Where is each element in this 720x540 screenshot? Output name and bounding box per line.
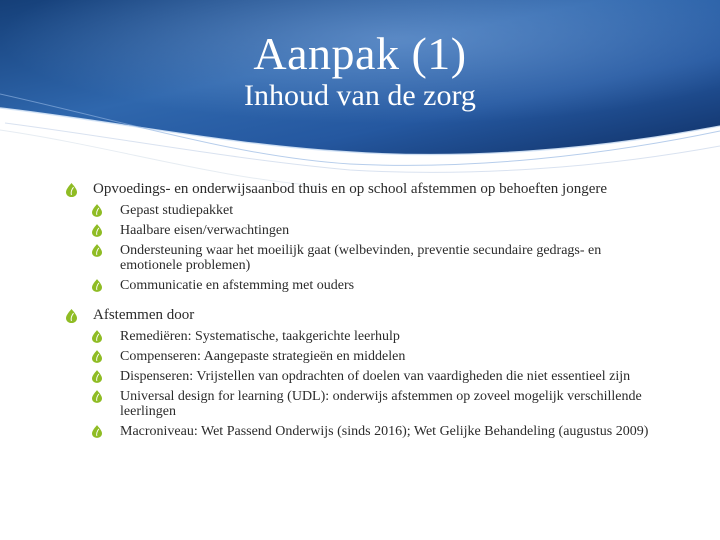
list-item-text: Universal design for learning (UDL): onderwijs afstemmen op zoveel mogelijk verschillende leerlingen bbox=[120, 389, 642, 419]
slide-subtitle: Inhoud van de zorg bbox=[244, 79, 476, 112]
slide-header-band bbox=[0, 0, 720, 190]
list-item bbox=[62, 223, 652, 238]
section-heading-text: Opvoedings- en onderwijsaanbod thuis en op school afstemmen op behoeften jongere bbox=[93, 181, 608, 197]
list-item bbox=[62, 424, 652, 439]
list-item bbox=[62, 389, 652, 419]
list-item bbox=[62, 243, 652, 273]
slide-title: Aanpak (1) bbox=[253, 28, 467, 79]
leaf-bullet-icon bbox=[66, 183, 77, 197]
list-item bbox=[62, 329, 652, 344]
section-heading-1 bbox=[62, 181, 652, 197]
section-afstemmen-door bbox=[62, 307, 652, 439]
leaf-bullet-icon bbox=[92, 224, 102, 237]
list-item-text: Communicatie en afstemming met ouders bbox=[120, 278, 355, 293]
leaf-bullet-icon bbox=[92, 425, 102, 438]
list-item bbox=[62, 203, 652, 218]
section-heading-2 bbox=[62, 307, 652, 323]
list-item-text: Macroniveau: Wet Passend Onderwijs (sinds 2016); Wet Gelijke Behandeling (augustus 2009) bbox=[120, 424, 649, 439]
list-item-text: Haalbare eisen/verwachtingen bbox=[120, 223, 290, 238]
leaf-bullet-icon bbox=[92, 350, 102, 363]
title-block bbox=[0, 28, 720, 114]
list-item bbox=[62, 278, 652, 293]
list-item-text: Ondersteuning waar het moeilijk gaat (welbevinden, preventie secundaire gedrags- en emotionele problemen) bbox=[120, 243, 602, 273]
list-item-text: Dispenseren: Vrijstellen van opdrachten of doelen van vaardigheden die niet essentieel zijn bbox=[120, 369, 631, 384]
leaf-bullet-icon bbox=[92, 390, 102, 403]
leaf-bullet-icon bbox=[92, 204, 102, 217]
section-afstemmen-behoeften bbox=[62, 181, 652, 293]
leaf-bullet-icon bbox=[66, 309, 77, 323]
list-item bbox=[62, 369, 652, 384]
leaf-bullet-icon bbox=[92, 370, 102, 383]
leaf-bullet-icon bbox=[92, 279, 102, 292]
list-item-text: Remediëren: Systematische, taakgerichte leerhulp bbox=[120, 329, 400, 344]
slide-content bbox=[62, 181, 652, 453]
list-item bbox=[62, 349, 652, 364]
list-item-text: Compenseren: Aangepaste strategieën en middelen bbox=[120, 349, 406, 364]
leaf-bullet-icon bbox=[92, 244, 102, 257]
section-heading-text: Afstemmen door bbox=[93, 307, 195, 323]
list-item-text: Gepast studiepakket bbox=[120, 203, 234, 218]
leaf-bullet-icon bbox=[92, 330, 102, 343]
